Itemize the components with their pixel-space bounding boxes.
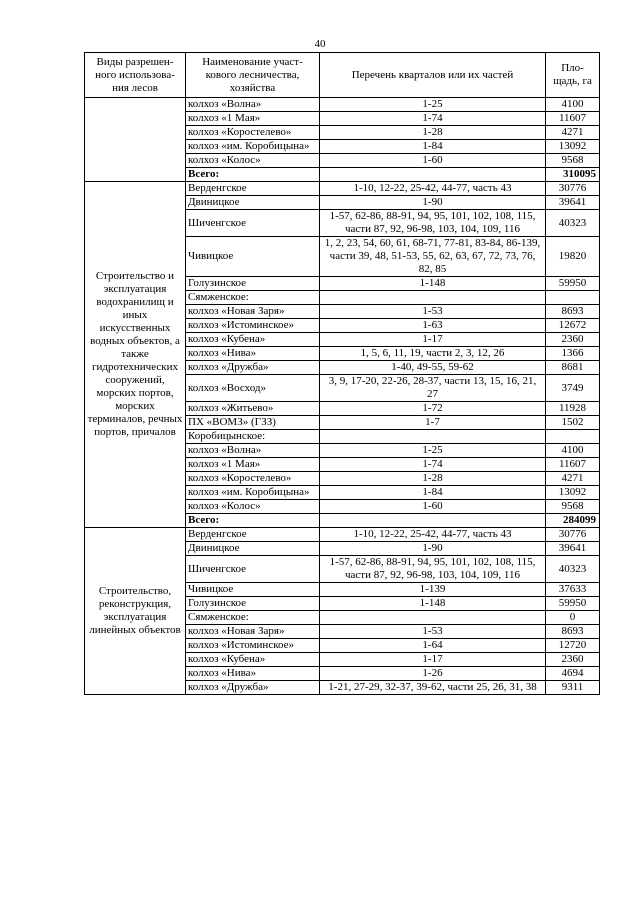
quarters-cell: 1-25 [320, 444, 546, 458]
area-cell: 12720 [546, 639, 600, 653]
quarters-cell: 1-74 [320, 458, 546, 472]
forestry-name-cell: колхоз «Нива» [186, 667, 320, 681]
quarters-cell: 1-17 [320, 333, 546, 347]
area-cell: 13092 [546, 140, 600, 154]
area-cell: 310095 [546, 168, 600, 182]
forestry-name-cell: колхоз «1 Мая» [186, 458, 320, 472]
forestry-name-cell: колхоз «Восход» [186, 375, 320, 402]
forestry-name-cell: Всего: [186, 168, 320, 182]
area-cell: 59950 [546, 277, 600, 291]
quarters-cell: 1-28 [320, 472, 546, 486]
forestry-name-cell: Верденгское [186, 182, 320, 196]
quarters-cell: 1-148 [320, 597, 546, 611]
area-cell: 39641 [546, 196, 600, 210]
header-forestry-name: Наименование участ-кового лесничества, хозяйства [186, 53, 320, 98]
area-cell: 12672 [546, 319, 600, 333]
forestry-name-cell: колхоз «Нива» [186, 347, 320, 361]
quarters-cell: 1-53 [320, 305, 546, 319]
forestry-name-cell: колхоз «Новая Заря» [186, 305, 320, 319]
area-cell: 30776 [546, 182, 600, 196]
forestry-name-cell: колхоз «Колос» [186, 154, 320, 168]
area-cell: 2360 [546, 653, 600, 667]
page-number: 40 [314, 38, 326, 50]
area-cell: 9568 [546, 154, 600, 168]
area-cell: 1502 [546, 416, 600, 430]
quarters-cell: 1-17 [320, 653, 546, 667]
quarters-cell: 1-72 [320, 402, 546, 416]
forestry-name-cell: Двиницкое [186, 196, 320, 210]
quarters-cell: 1-64 [320, 639, 546, 653]
forestry-name-cell: колхоз «Коростелево» [186, 472, 320, 486]
area-cell: 2360 [546, 333, 600, 347]
quarters-cell [320, 514, 546, 528]
quarters-cell: 1-25 [320, 98, 546, 112]
area-cell [546, 430, 600, 444]
area-cell: 8681 [546, 361, 600, 375]
header-usage-type: Виды разрешен-ного использова-ния лесов [85, 53, 186, 98]
forestry-name-cell: колхоз «Волна» [186, 98, 320, 112]
area-cell: 9568 [546, 500, 600, 514]
table-body [85, 98, 600, 695]
quarters-cell: 1-40, 49-55, 59-62 [320, 361, 546, 375]
quarters-cell: 1-84 [320, 140, 546, 154]
forestry-name-cell: Двиницкое [186, 542, 320, 556]
quarters-cell: 1-57, 62-86, 88-91, 94, 95, 101, 102, 108, 115, части 87, 92, 96-98, 103, 104, 109, 116 [320, 210, 546, 237]
forestry-name-cell: колхоз «Волна» [186, 444, 320, 458]
quarters-cell: 1-139 [320, 583, 546, 597]
forestry-name-cell: колхоз «Коростелево» [186, 126, 320, 140]
header-quarters: Перечень кварталов или их частей [320, 53, 546, 98]
area-cell: 19820 [546, 237, 600, 277]
forestry-name-cell: колхоз «Новая Заря» [186, 625, 320, 639]
area-cell: 0 [546, 611, 600, 625]
forestry-name-cell: Чивицкое [186, 237, 320, 277]
table-row [85, 528, 600, 542]
forestry-name-cell: Шиченгское [186, 210, 320, 237]
forestry-name-cell: Чивицкое [186, 583, 320, 597]
forestry-name-cell: Коробицынское: [186, 430, 320, 444]
quarters-cell: 1-60 [320, 500, 546, 514]
quarters-cell: 1-28 [320, 126, 546, 140]
usage-type-cell [85, 98, 186, 182]
area-cell: 4271 [546, 472, 600, 486]
quarters-cell: 1-57, 62-86, 88-91, 94, 95, 101, 102, 108, 115, части 87, 92, 96-98, 103, 104, 109, 116 [320, 556, 546, 583]
area-cell: 30776 [546, 528, 600, 542]
quarters-cell: 1-90 [320, 542, 546, 556]
forestry-name-cell: колхоз «1 Мая» [186, 112, 320, 126]
area-cell: 3749 [546, 375, 600, 402]
quarters-cell: 1-26 [320, 667, 546, 681]
forestry-name-cell: колхоз «им. Коробицына» [186, 140, 320, 154]
forestry-name-cell: колхоз «Житьево» [186, 402, 320, 416]
area-cell: 8693 [546, 305, 600, 319]
forestry-name-cell: Шиченгское [186, 556, 320, 583]
area-cell: 11607 [546, 458, 600, 472]
area-cell: 9311 [546, 681, 600, 695]
forestry-name-cell: колхоз «Колос» [186, 500, 320, 514]
quarters-cell: 1-90 [320, 196, 546, 210]
table-row [85, 182, 600, 196]
quarters-cell: 1-74 [320, 112, 546, 126]
area-cell: 4271 [546, 126, 600, 140]
header-row [85, 53, 600, 98]
quarters-cell: 1-84 [320, 486, 546, 500]
forestry-name-cell: колхоз «Истоминское» [186, 639, 320, 653]
quarters-cell [320, 430, 546, 444]
area-cell: 37633 [546, 583, 600, 597]
forestry-name-cell: Голузинское [186, 277, 320, 291]
area-cell: 11607 [546, 112, 600, 126]
quarters-cell: 1-60 [320, 154, 546, 168]
area-cell: 59950 [546, 597, 600, 611]
usage-type-cell: Строительство, реконструкция, эксплуатация линейных объектов [85, 528, 186, 695]
area-cell: 8693 [546, 625, 600, 639]
forestry-name-cell: колхоз «Истоминское» [186, 319, 320, 333]
area-cell: 11928 [546, 402, 600, 416]
table-row [85, 98, 600, 112]
area-cell: 13092 [546, 486, 600, 500]
quarters-cell: 1-63 [320, 319, 546, 333]
forestry-name-cell: ПХ «ВОМЗ» (ГЗЗ) [186, 416, 320, 430]
area-cell: 284099 [546, 514, 600, 528]
quarters-cell [320, 168, 546, 182]
forestry-name-cell: колхоз «Кубена» [186, 653, 320, 667]
area-cell: 4694 [546, 667, 600, 681]
area-cell: 1366 [546, 347, 600, 361]
quarters-cell [320, 611, 546, 625]
area-cell: 39641 [546, 542, 600, 556]
quarters-cell: 1-10, 12-22, 25-42, 44-77, часть 43 [320, 182, 546, 196]
quarters-cell: 1-148 [320, 277, 546, 291]
forestry-name-cell: колхоз «им. Коробицына» [186, 486, 320, 500]
area-cell: 4100 [546, 98, 600, 112]
quarters-cell: 1-7 [320, 416, 546, 430]
area-cell: 40323 [546, 556, 600, 583]
forestry-name-cell: колхоз «Дружба» [186, 361, 320, 375]
area-cell [546, 291, 600, 305]
forestry-name-cell: колхоз «Кубена» [186, 333, 320, 347]
forestry-name-cell: Сямженское: [186, 291, 320, 305]
usage-type-cell: Строительство и эксплуатация водохранилищ и иных искусственных водных объектов, а также гидротехнических сооружений, морских портов, морских терминалов, речных портов, причалов [85, 182, 186, 528]
forest-use-table [84, 52, 600, 695]
quarters-cell: 3, 9, 17-20, 22-26, 28-37, части 13, 15, 16, 21, 27 [320, 375, 546, 402]
area-cell: 4100 [546, 444, 600, 458]
quarters-cell: 1, 5, 6, 11, 19, части 2, 3, 12, 26 [320, 347, 546, 361]
quarters-cell [320, 291, 546, 305]
forestry-name-cell: колхоз «Дружба» [186, 681, 320, 695]
forestry-name-cell: Верденгское [186, 528, 320, 542]
quarters-cell: 1-10, 12-22, 25-42, 44-77, часть 43 [320, 528, 546, 542]
quarters-cell: 1-53 [320, 625, 546, 639]
forestry-name-cell: Сямженское: [186, 611, 320, 625]
forestry-name-cell: Голузинское [186, 597, 320, 611]
quarters-cell: 1-21, 27-29, 32-37, 39-62, части 25, 26, 31, 38 [320, 681, 546, 695]
header-area: Пло-щадь, га [546, 53, 600, 98]
quarters-cell: 1, 2, 23, 54, 60, 61, 68-71, 77-81, 83-84, 86-139, части 39, 48, 51-53, 55, 62, 63, 67, 72, 73, 76, 82, 85 [320, 237, 546, 277]
area-cell: 40323 [546, 210, 600, 237]
forestry-name-cell: Всего: [186, 514, 320, 528]
